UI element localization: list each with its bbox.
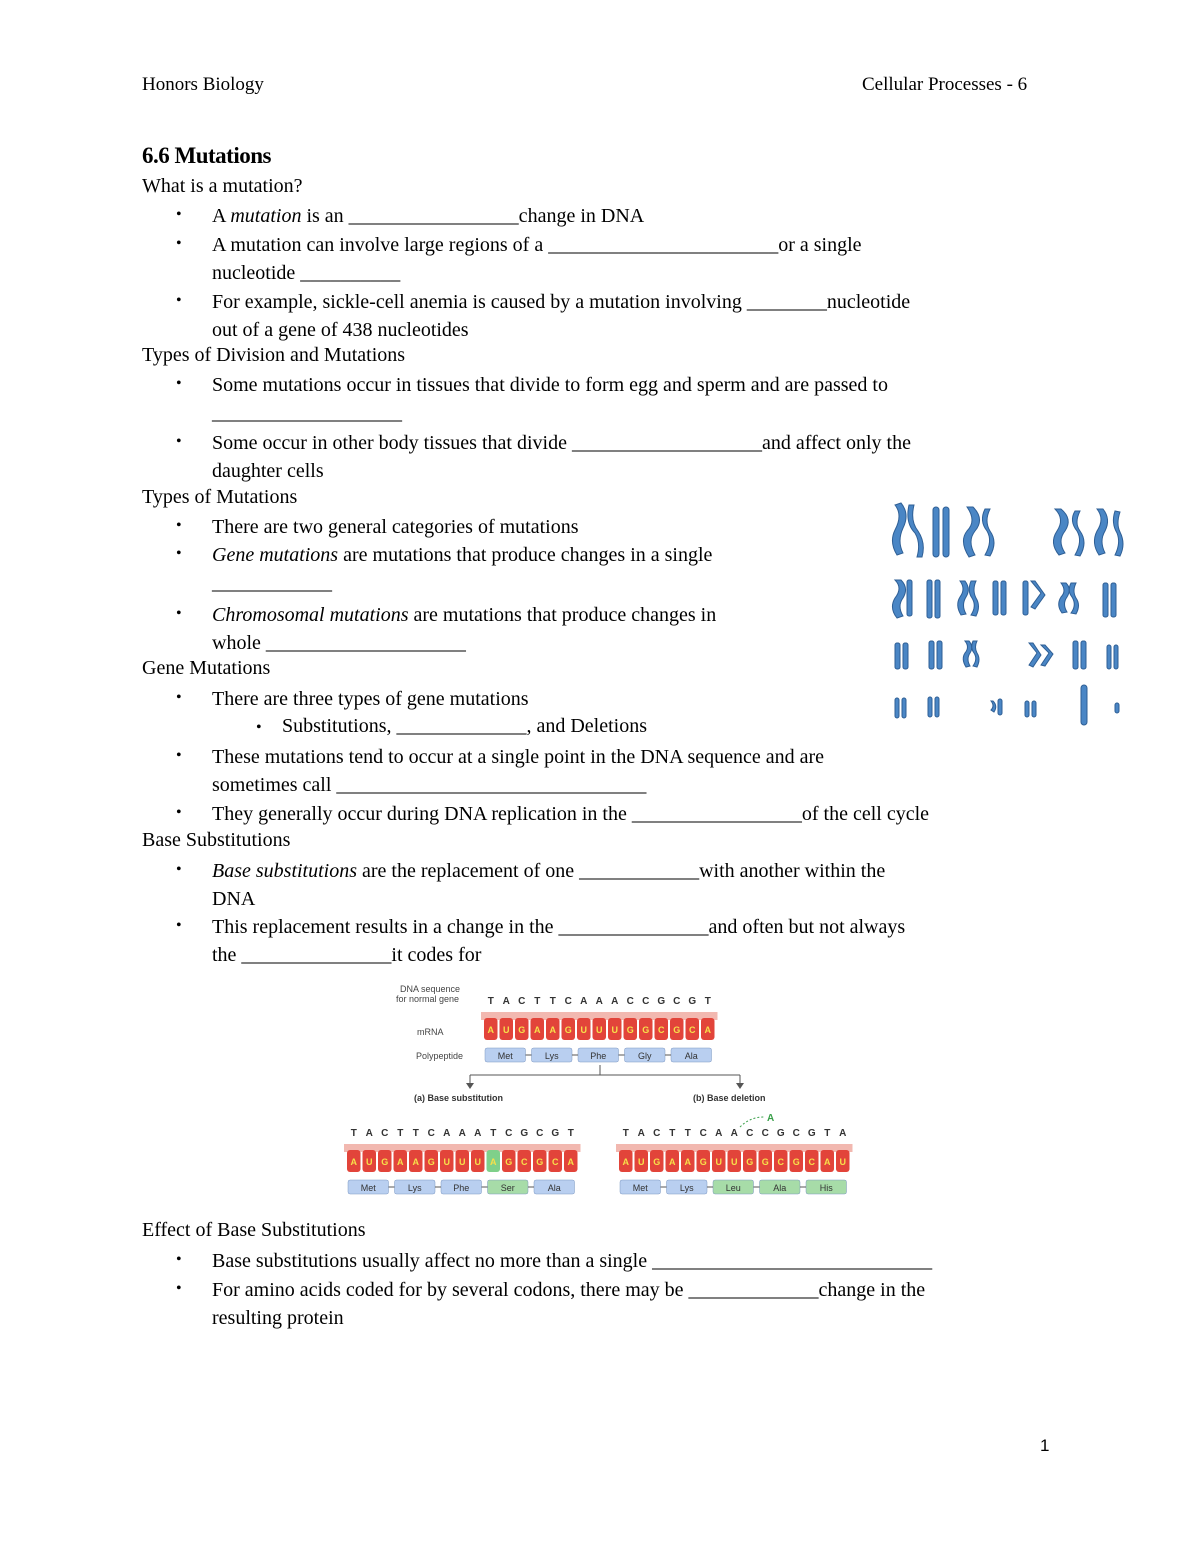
amino-acid-label: His xyxy=(819,1183,833,1193)
dna-label-1: DNA sequence xyxy=(400,984,461,994)
amino-acid-label: Gly xyxy=(638,1051,652,1061)
header-right: Cellular Processes - 6 xyxy=(862,74,1028,95)
mrna-base: G xyxy=(536,1157,544,1167)
mutation-diagram xyxy=(330,975,870,1210)
mrna-base: G xyxy=(761,1157,769,1167)
mrna-base: G xyxy=(699,1157,707,1167)
dna-base: C xyxy=(381,1128,389,1139)
bullet-text: There are three types of gene mutations xyxy=(212,688,529,710)
bullet: • xyxy=(176,747,182,764)
mrna-base: U xyxy=(638,1157,645,1167)
mrna-base: C xyxy=(552,1157,559,1167)
mrna-base: U xyxy=(731,1157,738,1167)
dna-label-2: for normal gene xyxy=(396,994,460,1004)
amino-acid-label: Lys xyxy=(679,1183,694,1193)
mrna-base: U xyxy=(580,1025,587,1035)
dna-base: A xyxy=(730,1128,738,1139)
dna-base: T xyxy=(549,996,556,1007)
mrna-base: C xyxy=(689,1025,696,1035)
substitution-label: (a) Base substitution xyxy=(414,1093,504,1103)
bullet-text: A mutation can involve large regions of a _______________________or a single nucleotide __________ xyxy=(212,234,862,284)
bullet-text: For example, sickle-cell anemia is caused by a mutation involving ________nucleotide out of a gene of 438 nucleotides xyxy=(212,291,911,341)
section-heading: Base Substitutions xyxy=(142,829,291,851)
amino-acid-label: Ala xyxy=(684,1051,698,1061)
mrna-base: A xyxy=(487,1025,494,1035)
dna-base: T xyxy=(684,1128,691,1139)
mrna-base: G xyxy=(673,1025,681,1035)
dna-base: C xyxy=(642,996,650,1007)
mrna-base: U xyxy=(503,1025,510,1035)
dna-base: T xyxy=(534,996,541,1007)
mrna-base: U xyxy=(474,1157,481,1167)
dna-base: C xyxy=(699,1128,707,1139)
dna-base: C xyxy=(626,996,634,1007)
dna-base: A xyxy=(637,1128,645,1139)
dna-base: C xyxy=(761,1128,769,1139)
dna-base: T xyxy=(704,996,711,1007)
dna-base: G xyxy=(807,1128,816,1139)
dna-base: C xyxy=(673,996,681,1007)
dna-base: C xyxy=(518,996,526,1007)
mrna-base: G xyxy=(653,1157,661,1167)
section-heading: Types of Division and Mutations xyxy=(142,344,406,366)
mrna-base: G xyxy=(427,1157,435,1167)
bullet: • xyxy=(176,433,182,450)
mrna-base: U xyxy=(443,1157,450,1167)
mrna-base: A xyxy=(549,1025,556,1035)
dna-base: T xyxy=(487,996,494,1007)
mrna-base: A xyxy=(412,1157,419,1167)
mrna-base: A xyxy=(669,1157,676,1167)
bullet-text: They generally occur during DNA replication in the _________________of the cell cycle xyxy=(212,803,930,825)
mrna-base: A xyxy=(490,1157,497,1167)
amino-acid-label: Met xyxy=(360,1183,376,1193)
mrna-base: C xyxy=(521,1157,528,1167)
bullet-text: Base substitutions usually affect no more than a single ____________________________ xyxy=(212,1250,933,1272)
bullet: • xyxy=(176,235,182,252)
dna-base: A xyxy=(595,996,603,1007)
dna-base: A xyxy=(502,996,510,1007)
mrna-base: U xyxy=(459,1157,466,1167)
mrna-base: G xyxy=(505,1157,513,1167)
mrna-base: C xyxy=(777,1157,784,1167)
mrna-base: G xyxy=(626,1025,634,1035)
mrna-base: A xyxy=(350,1157,357,1167)
mrna-base: U xyxy=(839,1157,846,1167)
dna-base: A xyxy=(839,1128,847,1139)
dna-base: G xyxy=(551,1128,560,1139)
dna-base: C xyxy=(564,996,572,1007)
amino-acid-label: Ser xyxy=(500,1183,515,1193)
bullet-text: This replacement results in a change in the _______________and often but not always the _______________it codes for xyxy=(212,916,906,966)
bullet: • xyxy=(176,206,182,223)
mrna-base: A xyxy=(534,1025,541,1035)
section-heading: What is a mutation? xyxy=(142,175,303,197)
amino-acid-label: Met xyxy=(497,1051,513,1061)
amino-acid-label: Lys xyxy=(407,1183,422,1193)
dna-base: A xyxy=(458,1128,466,1139)
dna-base: C xyxy=(427,1128,435,1139)
header-left: Honors Biology xyxy=(142,74,264,95)
mrna-base: A xyxy=(397,1157,404,1167)
bullet-text: Some mutations occur in tissues that divide to form egg and sperm and are passed to ___________________ xyxy=(212,374,888,424)
amino-acid-label: Ala xyxy=(547,1183,561,1193)
dna-base: T xyxy=(490,1128,497,1139)
dna-base: A xyxy=(365,1128,373,1139)
dna-base: A xyxy=(474,1128,482,1139)
bullet: • xyxy=(176,689,182,706)
mrna-base: U xyxy=(366,1157,373,1167)
mrna-base: A xyxy=(684,1157,691,1167)
deletion-label: (b) Base deletion xyxy=(693,1093,766,1103)
dna-base: C xyxy=(653,1128,661,1139)
sub-bullet-text: Substitutions, _____________, and Deletions xyxy=(282,715,647,737)
dna-base: C xyxy=(792,1128,800,1139)
section-heading: Effect of Base Substitutions xyxy=(142,1219,366,1241)
mrna-base: C xyxy=(808,1157,815,1167)
dna-base: A xyxy=(580,996,588,1007)
dna-base: C xyxy=(746,1128,754,1139)
dna-base: G xyxy=(657,996,666,1007)
bullet: • xyxy=(176,292,182,309)
dna-base: T xyxy=(567,1128,574,1139)
bullet: • xyxy=(176,804,182,821)
amino-acid-label: Met xyxy=(632,1183,648,1193)
mrna-base: C xyxy=(658,1025,665,1035)
amino-acid-label: Lys xyxy=(544,1051,559,1061)
bullet: • xyxy=(176,545,182,562)
bullet: • xyxy=(256,719,262,736)
mrna-base: A xyxy=(704,1025,711,1035)
amino-acid-label: Phe xyxy=(453,1183,470,1193)
bullet-text: These mutations tend to occur at a single point in the DNA sequence and are sometimes call _______________________________ xyxy=(212,746,825,796)
mrna-base: U xyxy=(611,1025,618,1035)
mrna-base: A xyxy=(824,1157,831,1167)
dna-base: T xyxy=(412,1128,419,1139)
dna-base: T xyxy=(824,1128,831,1139)
amino-acid-label: Ala xyxy=(773,1183,787,1193)
polypeptide-label: Polypeptide xyxy=(416,1051,464,1061)
page-title: 6.6 Mutations xyxy=(142,143,271,168)
dna-base: C xyxy=(536,1128,544,1139)
mrna-base: A xyxy=(567,1157,574,1167)
dna-base: C xyxy=(505,1128,513,1139)
deleted-base: A xyxy=(767,1113,775,1124)
dna-base: A xyxy=(715,1128,723,1139)
bullet: • xyxy=(176,861,182,878)
amino-acid-label: Phe xyxy=(590,1051,607,1061)
dna-base: A xyxy=(611,996,619,1007)
bullet: • xyxy=(176,917,182,934)
bullet-text: There are two general categories of mutations xyxy=(212,516,579,538)
dna-base: G xyxy=(688,996,697,1007)
mrna-label: mRNA xyxy=(417,1027,444,1037)
dna-base: T xyxy=(669,1128,676,1139)
bullet-text: A mutation is an _________________change in DNA xyxy=(212,205,645,227)
amino-acid-label: Leu xyxy=(725,1183,741,1193)
section-heading: Gene Mutations xyxy=(142,657,271,679)
mrna-base: G xyxy=(746,1157,754,1167)
bullet-text: Chromosomal mutations are mutations that produce changes in whole ____________________ xyxy=(212,604,717,654)
mrna-base: G xyxy=(381,1157,389,1167)
section-heading: Types of Mutations xyxy=(142,486,298,508)
bullet: • xyxy=(176,375,182,392)
page-number: 1 xyxy=(1040,1436,1050,1455)
bullet-text: Base substitutions are the replacement of one ____________with another within the DNA xyxy=(212,860,886,910)
mrna-base: G xyxy=(564,1025,572,1035)
dna-base: T xyxy=(350,1128,357,1139)
bullet: • xyxy=(176,517,182,534)
bullet: • xyxy=(176,605,182,622)
bullet: • xyxy=(176,1280,182,1297)
bullet-text: Gene mutations are mutations that produce changes in a single ____________ xyxy=(212,544,713,594)
dna-base: A xyxy=(443,1128,451,1139)
dna-base: T xyxy=(622,1128,629,1139)
bullet-text: For amino acids coded for by several codons, there may be _____________change in the resulting protein xyxy=(212,1279,926,1329)
bullet-text: Some occur in other body tissues that divide ___________________and affect only the daughter cells xyxy=(212,432,911,482)
mrna-base: U xyxy=(596,1025,603,1035)
mrna-base: A xyxy=(622,1157,629,1167)
karyotype-image xyxy=(885,495,1130,735)
mrna-base: G xyxy=(792,1157,800,1167)
dna-base: G xyxy=(776,1128,785,1139)
bullet: • xyxy=(176,1251,182,1268)
mrna-base: U xyxy=(715,1157,722,1167)
mrna-base: G xyxy=(518,1025,526,1035)
mrna-base: G xyxy=(642,1025,650,1035)
dna-base: G xyxy=(520,1128,529,1139)
dna-base: T xyxy=(397,1128,404,1139)
